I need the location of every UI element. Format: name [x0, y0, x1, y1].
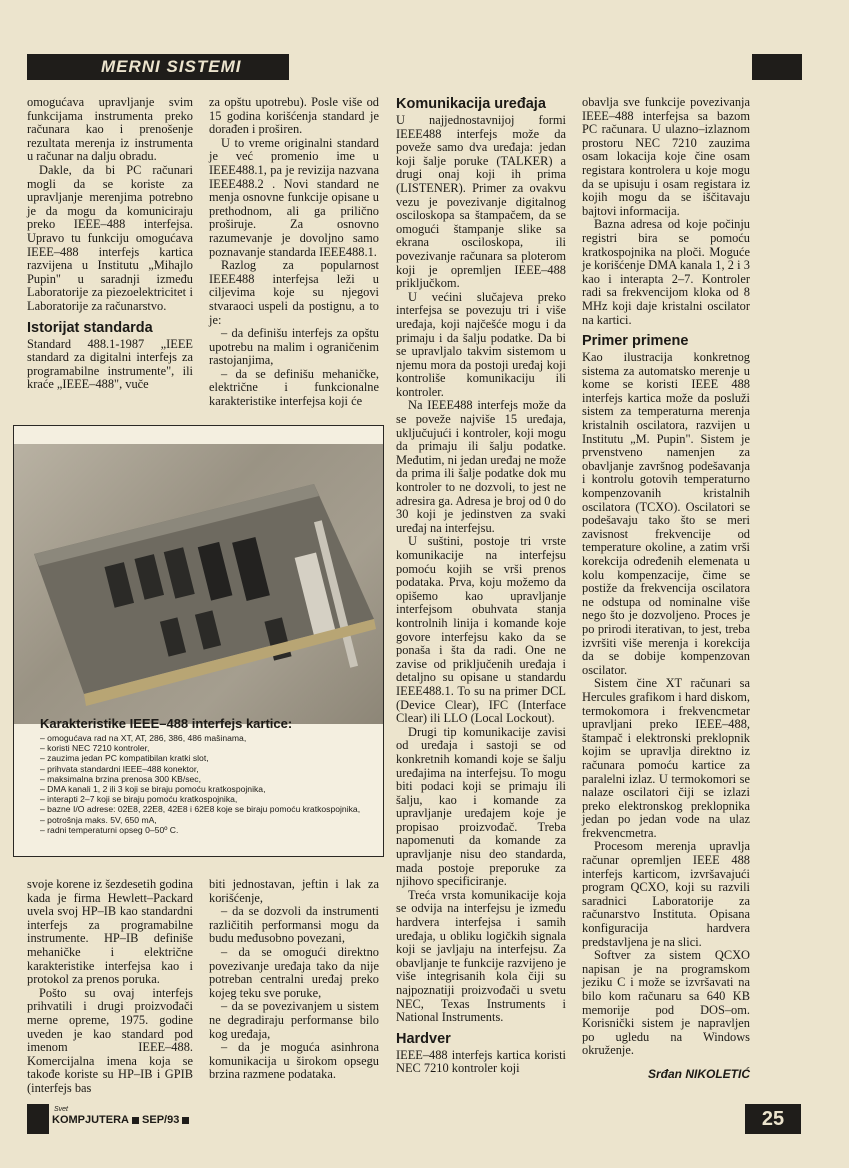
paragraph: U suštini, postoje tri vrste komunikacije na interfejsu pomoću kojih se vrši prenos podataka. Prva, koju možemo da opišemo kao upravljanje interfejsom obuhvata stanja kontrolnih linija i komande koje govore interfejsu kako da se ponaša i šta da radi. One ne zavise od priključenih uređaja i detaljno su opisane u standardu IEEE488.1. To su na primer DCL (Device Clear), IFC (Interface Clear) ili LLO (Local Lockout). — [396, 534, 566, 726]
spec-item: – potrošnja maks. 5V, 650 mA, — [40, 815, 370, 825]
paragraph: – da se definišu mehaničke, električne i funkcionalne karakteristike interfejsa koji će — [209, 366, 379, 409]
section-heading-example: Primer primene — [582, 333, 689, 350]
paragraph: – da se povezivanjem u sistem ne degradiraju performanse bilo kog uređaja, — [209, 999, 379, 1041]
column-6 — [209, 878, 379, 1082]
paragraph: biti jednostavan, jeftin i lak za korišćenje, — [209, 877, 379, 905]
footer-logo-small: Svet — [54, 1106, 69, 1113]
column-4 — [582, 96, 750, 1082]
column-1 — [27, 96, 193, 392]
spec-item: – DMA kanali 1, 2 ili 3 koji se biraju pomoću kratkospojnika, — [40, 784, 370, 794]
column-2 — [209, 96, 379, 409]
paragraph: U to vreme originalni standard je već promenio ime u IEEE488.1, pa je revizija nazvana IEEE488.2 . Novi standard ne menja osnovne funkcije opisane u prethodnom, ali ga prilično proširuje. Za osnovno razumevanje je dovoljno samo poznavanje standarda IEEE488.1. — [209, 135, 379, 259]
paragraph: Standard 488.1-1987 „IEEE standard za digitalni interfejs za programabilne instrumente", ili kraće „IEEE–488", vuče — [27, 336, 193, 392]
paragraph: obavlja sve funkcije povezivanja IEEE–488 interfejsa sa bazom PC računara. U ulazno–izlaznom prostoru NEC 7210 zauzima osam lokacija koje čine osam registara kontrolera u koje mogu da se upisuju i osam registara iz kojih mogu da se iščitavaju bajtovi informacija. — [582, 95, 750, 218]
spec-item: – radni temperaturni opseg 0–50º C. — [40, 825, 370, 835]
paragraph: IEEE–488 interfejs kartica koristi NEC 7210 kontroler koji — [396, 1047, 566, 1076]
spec-item: – interapti 2–7 koji se biraju pomoću kratkospojnika, — [40, 794, 370, 804]
spec-item: – zauzima jedan PC kompatibilan kratki slot, — [40, 753, 370, 763]
paragraph: Dakle, da bi PC računari mogli da se koriste za upravljanje merenjima potrebno je da mogu da komuniciraju preko IEEE–488 interfejsa. Upravo tu funkciju omogućava IEEE–488 interfejs kartica razvijena u Institutu „Mihajlo Pupin" u saradnji između Laboratorije za piezoelektricitet i Laboratorije za računarstvo. — [27, 162, 193, 313]
paragraph: – da se omogući direktno povezivanje uređaja tako da nije potreban centralni uređaj preko kojeg teku sve poruke, — [209, 944, 379, 1000]
paragraph: U najjednostavnijoj formi IEEE488 interfejs može da poveže samo dva uređaja: jedan koji šalje poruke (TALKER) a drugi onaj koji ih prima (LISTENER). Primer za ovakvu vezu je povezivanje digitalnog osciloskopa sa štampačem, da se omogući štampanje slike sa ekrana osciloskopa, ili povezivanje računara sa ploterom koji je opremljen IEEE–488 priključkom. — [396, 113, 566, 291]
paragraph: Kao ilustracija konkretnog sistema za automatsko merenje u kome se koristi IEEE 488 interfejs kartica može da posluži sistem za temperaturna merenja kristalnih oscilatora, razvijen u Institutu „M. Pupin". Sistem je prvenstveno namenjen za obavljanje završnog podešavanja i kontrolu gotovih temperaturno kompenzovanih kristalnih oscilatora (TCXO). Oscilatori se podešavaju tako što se meri zavisnost frekvencije od temperature okoline, a zatim vrši korekcija određenih elemenata u kolu kompenzacije, čime se postiže da frekvencija oscilatora ne odstupa od nominalne više nego što je dozvoljeno. Proces je po prirodi iterativan, to jest, treba izvršiti više merenja i korekcija da se dobije kompenzovan oscilator. — [582, 350, 750, 677]
paragraph: Procesom merenja upravlja računar opremljen IEEE 488 interfejs karticom, izvršavajući program QCXO, koji su razvili saradnici Laboratorije za računarstvo Instituta. Opisana konfiguracija hardvera predstavljena je na slici. — [582, 839, 750, 949]
spec-item: – maksimalna brzina prenosa 300 KB/sec, — [40, 774, 370, 784]
section-heading-hardware: Hardver — [396, 1030, 451, 1047]
spec-list — [40, 733, 370, 835]
section-title: MERNI SISTEMI — [101, 57, 242, 76]
paragraph: Drugi tip komunikacije zavisi od uređaja i sastoji se od konkretnih komandi koje se šalju uređajima na interfejsu. To mogu biti podaci koji se primaju ili šalju, kao i komande za upravljanje uređajem koje je propisao proizvođač. Treba napomenuti da komande za upravljanje nisu deo standarda, mada postoje preporuke za njihovo specificiranje. — [396, 724, 566, 889]
square-bullet-icon — [132, 1117, 139, 1124]
spec-item: – omogućava rad na XT, AT, 286, 386, 486 mašinama, — [40, 733, 370, 743]
corner-block — [752, 54, 802, 80]
paragraph: – da je moguća asinhrona komunikacija u širokom opsegu brzina razmene podataka. — [209, 1040, 379, 1082]
paragraph: svoje korene iz šezdesetih godina kada je firma Hewlett–Packard uvela svoj HP–IB kao standardni interfejs za programabilne instrumente. HP–IB definiše mehaničke i električne karakteristike interfejsa kao i protokol za prenos poruka. — [27, 877, 193, 987]
column-3 — [396, 96, 566, 1076]
footer-block — [27, 1104, 49, 1134]
section-heading-history: Istorijat standarda — [27, 319, 153, 336]
paragraph: omogućava upravljanje svim funkcijama instrumenta preko računara kao i prenošenje rezultata merenja iz instrumenta u računar na dalju obradu. — [27, 95, 193, 164]
section-banner — [27, 54, 289, 80]
page-number: 25 — [745, 1104, 801, 1134]
footer-issue: SEP/93 — [142, 1114, 180, 1126]
footer-magazine — [52, 1106, 192, 1126]
paragraph: Na IEEE488 interfejs može da se poveže najviše 15 uređaja, uključujući i kontroler, koji mogu da primaju ili šalju podatke. Međutim, ni jedan uređaj ne može da prima ili šalje podatke dok mu kontroler to ne dozvoli, to jest ne adresira ga. Adresa je broj od 0 do 30 koji je jedinstven za svaki uređaj na interfejsu. — [396, 398, 566, 535]
figure-box — [13, 425, 384, 857]
spec-item: – bazne I/O adrese: 02E8, 22E8, 42E8 i 62E8 koje se biraju pomoću kratkospojnika, — [40, 804, 370, 814]
author-signature: Srđan NIKOLETIĆ — [647, 1066, 750, 1081]
paragraph: U većini slučajeva preko interfejsa se povezuju tri i više uređaja, koji najčešće mogu i da primaju i da šalju podatke. Da bi se upravljalo takvim sistemom u njemu mora da postoji uređaj koji kontroliše komunikaciju ili kontroler. — [396, 289, 566, 399]
paragraph: Softver za sistem QCXO napisan je na programskom jeziku C i može se izvršavati na bilo kom računaru sa 640 KB memorije pod DOS–om. Korisnički sistem je napravljen po ugledu na Windows okruženje. — [582, 948, 750, 1058]
paragraph: – da se dozvoli da instrumenti različitih performansi mogu da budu međusobno povezani, — [209, 904, 379, 946]
paragraph: Bazna adresa od koje počinju registri bira se pomoću kratkospojnika na ploči. Moguće je korišćenje DMA kanala 1, 2 i 3 kao i interapta 2–7. Kontroler radi sa frekvencijom kloka od 8 MHz koji daje kristalni oscilator na kartici. — [582, 217, 750, 327]
column-5 — [27, 878, 193, 1096]
paragraph: Treća vrsta komunikacije koja se odvija na interfejsu je između hardvera interfejsa i samih uređaja, u obliku logičkih signala koji se javljaju na interfejsu. Za obavljanje te funkcije razvijeno je više integrisanih kola čiji su najpoznatiji proizvođači u svetu NEC, Texas Instruments i National Instruments. — [396, 887, 566, 1025]
paragraph: – da definišu interfejs za opštu upotrebu na malim i ograničenim rastojanjima, — [209, 326, 379, 368]
footer-magazine-name: KOMPJUTERA — [52, 1114, 130, 1126]
paragraph: za opštu upotrebu). Posle više od 15 godina korišćenja standard je dorađen i proširen. — [209, 95, 379, 137]
paragraph: Sistem čine XT računari sa Hercules grafikom i hard diskom, termokomora i frekvencmetar upravljani preko IEEE–488, štampač i elektronski preklopnik kojim se upravlja direktno iz računara pomoću kartice za paralelni izlaz. U termokomori se nalaze oscilatori čiji se izlazi preko elektronskog preklopnika jedan po jedan vode na ulaz frekvencmetra. — [582, 676, 750, 840]
square-bullet-icon — [182, 1117, 189, 1124]
paragraph: Razlog za popularnost IEEE488 interfejsa leži u ciljevima koje su njegovi stvaraoci uspeli da postignu, a to je: — [209, 258, 379, 327]
caption-title: Karakteristike IEEE–488 interfejs kartice: — [40, 716, 293, 731]
spec-item: – koristi NEC 7210 kontroler, — [40, 743, 370, 753]
interface-card-illustration — [14, 444, 383, 724]
section-heading-communication: Komunikacija uređaja — [396, 96, 546, 112]
spec-item: – prihvata standardni IEEE–488 konektor, — [40, 764, 370, 774]
figure-caption — [40, 716, 370, 835]
interface-card-photo — [14, 444, 383, 724]
paragraph: Pošto su ovaj interfejs prihvatili i drugi proizvođači merne opreme, 1975. godine uveden je kao standard pod imenom IEEE–488. Komercijalna imena koja se takođe koriste su HP–IB i GPIB (interfejs bas — [27, 985, 193, 1095]
